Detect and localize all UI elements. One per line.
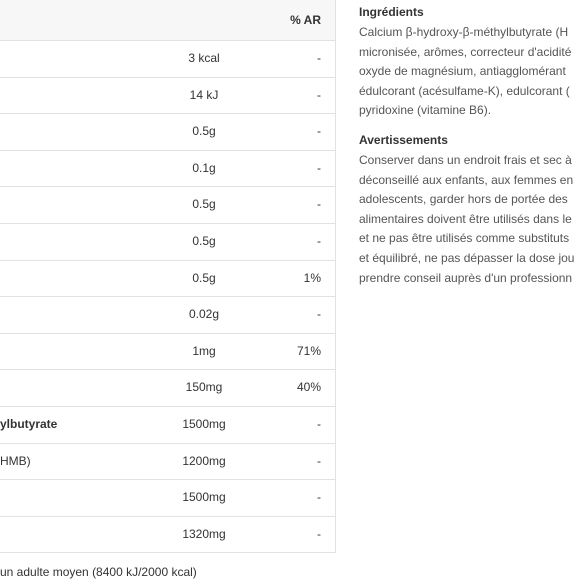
nutrient-value: 1500mg [182, 416, 226, 431]
table-row [0, 407, 335, 444]
table-row [0, 517, 335, 554]
warnings-line: prendre conseil auprès d'un professionn [359, 270, 573, 285]
warnings-line: et équilibré, ne pas dépasser la dose jou [359, 250, 575, 265]
warnings-line: et ne pas être utilisés comme substituts [359, 231, 570, 246]
nutrient-ar: - [317, 197, 321, 212]
ingredients-text [359, 23, 587, 121]
warnings-line: alimentaires doivent être utilisés dans le [359, 211, 572, 226]
nutrient-ar: - [317, 160, 321, 175]
table-row [0, 224, 335, 261]
nutrient-ar: - [317, 453, 321, 468]
nutrient-value: 0.5g [192, 270, 216, 285]
warnings-line: Conserver dans un endroit frais et sec à [359, 152, 572, 167]
nutrient-value: 1200mg [182, 453, 226, 468]
nutrient-ar: - [317, 490, 321, 505]
warnings-title: Avertissements [359, 132, 448, 147]
table-row [0, 41, 335, 78]
product-info-column [359, 0, 587, 288]
nutrient-value: 150mg [185, 380, 223, 395]
nutrient-value: 0.1g [192, 160, 216, 175]
warnings-line: déconseillé aux enfants, aux femmes en [359, 172, 574, 187]
nutrient-ar: - [317, 526, 321, 541]
table-row [0, 370, 335, 407]
nutrient-ar: - [317, 416, 321, 431]
nutrient-ar: - [317, 87, 321, 102]
nutrient-ar: 1% [303, 270, 321, 285]
ingredients-line: édulcorant (acésulfame-K), edulcorant ( [359, 83, 570, 98]
nutrient-ar: - [317, 307, 321, 322]
nutrient-ar: 71% [296, 343, 321, 358]
nutrient-value: 3 kcal [188, 51, 220, 65]
table-footnote: un adulte moyen (8400 kJ/2000 kcal) [0, 565, 197, 579]
nutrient-ar: - [317, 124, 321, 139]
table-row [0, 261, 335, 298]
warnings-text [359, 151, 587, 288]
ingredients-line: Calcium β-hydroxy-β-méthylbutyrate (H [359, 25, 569, 39]
nutrient-name: HMB) [0, 453, 31, 468]
nutrient-ar: 40% [296, 380, 321, 395]
table-row [0, 297, 335, 334]
table-header [0, 0, 335, 41]
nutrient-value: 1500mg [182, 490, 226, 505]
ingredients-line: micronisée, arômes, correcteur d'acidité [359, 44, 572, 59]
table-row [0, 444, 335, 481]
nutrient-ar: - [317, 233, 321, 248]
table-row [0, 480, 335, 517]
table-row [0, 114, 335, 151]
table-body [0, 41, 335, 553]
ingredients-line: oxyde de magnésium, antiagglomérant [359, 64, 566, 79]
nutrient-value: 0.5g [192, 124, 216, 139]
nutrient-value: 0.02g [188, 307, 220, 322]
nutrient-ar: - [317, 51, 321, 65]
nutrient-value: 0.5g [192, 233, 216, 248]
table-row [0, 78, 335, 115]
column-header-ar: % AR [290, 13, 321, 27]
ingredients-title: Ingrédients [359, 5, 424, 19]
warnings-line: adolescents, garder hors de portée des [359, 192, 568, 207]
nutrient-name: ylbutyrate [0, 416, 58, 431]
nutrient-value: 14 kJ [189, 87, 219, 102]
table-row [0, 334, 335, 371]
nutrient-value: 1mg [192, 343, 216, 358]
nutrient-value: 1320mg [182, 526, 226, 541]
ingredients-line: pyridoxine (vitamine B6). [359, 103, 492, 118]
table-row [0, 187, 335, 224]
nutrient-value: 0.5g [192, 197, 216, 212]
table-row [0, 151, 335, 188]
